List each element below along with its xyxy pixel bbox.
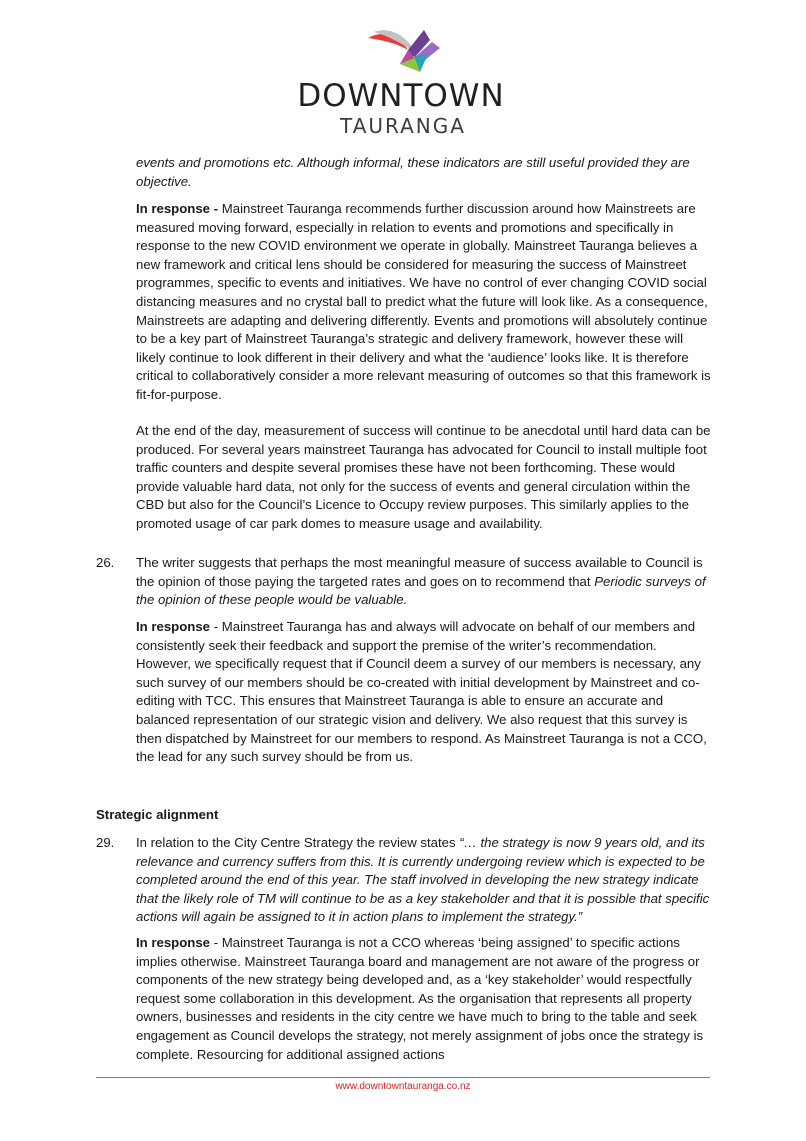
item29-plain: In relation to the City Centre Strategy the review states	[136, 835, 460, 850]
numbered-item-26	[96, 554, 714, 614]
paragraph-measurement: At the end of the day, measurement of success will continue to be anecdotal until hard data can be produced. For several years mainstreet Tauranga has advocated for Council to install multiple foot traffic counters and despite several promises these have not been forthcoming. These would provide valuable hard data, not only for the success of events and general circulation within the CBD but also for the Council’s Licence to Occupy review purposes. This similarly applies to the promoted usage of car park domes to measure usage and availability.	[136, 423, 711, 531]
paragraph-continuation: events and promotions etc. Although informal, these indicators are still useful provided they are objective.	[136, 155, 690, 189]
paragraph-response-2	[136, 618, 714, 767]
numbered-item-29	[96, 834, 714, 930]
item-text-26	[136, 554, 714, 610]
response-body-2: - Mainstreet Tauranga has and always will advocate on behalf of our members and consistently seek their feedback and support the premise of the writer’s recommendation. However, we specifically request that if Council deem a survey of our members is necessary, any such survey of our members should be co-created with initial development by Mainstreet and co-editing with TCC. This ensures that Mainstreet Tauranga is able to ensure an accurate and balanced representation of our strategic vision and delivery. We also request that this survey is then dispatched by Mainstreet for our members to respond. As Mainstreet Tauranga is not a CCO, the lead for any such survey should be from us.	[136, 619, 707, 765]
footer-website-link[interactable]: www.downtowntauranga.co.nz	[335, 1081, 471, 1092]
downtown-tauranga-logo	[0, 22, 806, 142]
item-number-26: 26.	[96, 555, 115, 570]
response-lead-2: In response	[136, 619, 211, 634]
item26-plain: The writer suggests that perhaps the most meaningful measure of success available to Council is the opinion of those paying the targeted rates and goes on to recommend that	[136, 555, 703, 589]
item26-italic: Periodic surveys of the opinion of these people would be valuable.	[136, 573, 706, 608]
footer-divider	[96, 1077, 710, 1078]
logo-mark-icon	[364, 28, 444, 80]
response-lead-1: In response -	[136, 201, 222, 216]
logo-text-downtown: DOWNTOWN	[297, 78, 505, 114]
item-number-29: 29.	[96, 835, 115, 850]
item-text-29	[136, 834, 714, 927]
section-heading-strategic-alignment: Strategic alignment	[96, 807, 219, 822]
response-body-1: Mainstreet Tauranga recommends further discussion around how Mainstreets are measured moving forward, especially in relation to events and promotions and specifically in response to the new COVID environment we operate in globally. Mainstreet Tauranga believes a new framework and critical lens should be considered for measuring the success of Mainstreet programmes, specific to events and initiatives. We have no control of ever changing COVID social distancing measures and no crystal ball to predict what the future will look like. As a consequence, Mainstreets are adapting and delivering differently. Events and promotions will absolutely continue to be a key part of Mainstreet Tauranga’s strategic and delivery framework, however these will likely continue to look different in their delivery and what the ‘audience’ looks like. It is therefore critical to collaboratively consider a more relevant measuring of outcomes so that this framework is fit-for-purpose.	[136, 201, 711, 402]
paragraph-response-1	[136, 200, 714, 405]
response-body-3: - Mainstreet Tauranga is not a CCO whereas ‘being assigned’ to specific actions implies otherwise. Mainstreet Tauranga board and management are not aware of the progress or components of the new strategy being developed and, as a ‘key stakeholder’ would respectfully request some collaboration in this development. As the organisation that represents all property owners, businesses and residents in the city centre we have much to bring to the table and seek engagement as Council develops the strategy, not merely assignment of jobs once the strategy is complete. Resourcing for additional assigned actions	[136, 935, 704, 1062]
paragraph-response-3	[136, 934, 714, 1064]
response-lead-3: In response	[136, 935, 211, 950]
item29-italic: “… the strategy is now 9 years old, and its relevance and currency suffers from this. It is currently undergoing review which is expected to be completed around the end of this year. The staff involved in developing the new strategy indicate that the likely role of TM will continue to be as a key stakeholder and that it is possible that specific actions will again be assigned to it in action plans to implement the strategy.”	[136, 835, 710, 925]
logo-text-tauranga: TAURANGA	[340, 114, 466, 138]
